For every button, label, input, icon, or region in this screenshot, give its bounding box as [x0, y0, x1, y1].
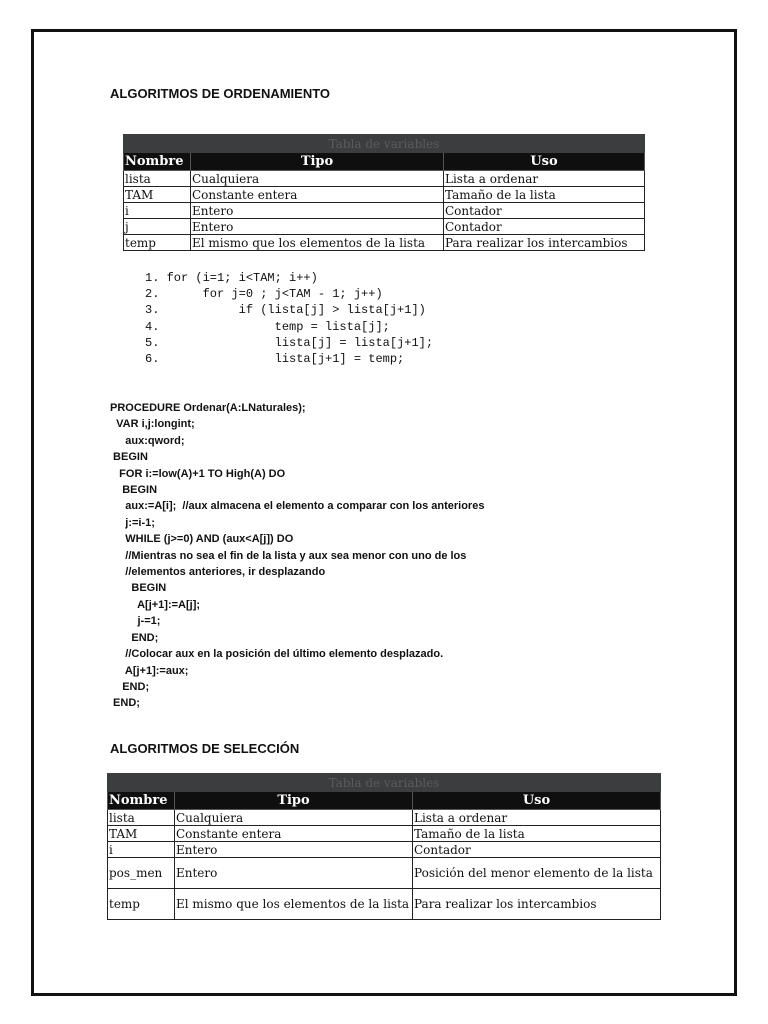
table-row [108, 858, 661, 889]
cell-nombre: pos_men [108, 858, 175, 889]
table-caption-row [124, 135, 645, 153]
header-tipo: Tipo [175, 792, 413, 810]
pascal-line: WHILE (j>=0) AND (aux<A[j]) DO [110, 533, 294, 546]
cell-tipo: Entero [191, 219, 444, 235]
pascal-code-block [110, 400, 484, 712]
cell-nombre: i [124, 203, 191, 219]
pascal-line: END; [110, 631, 159, 644]
code-line: 4. temp = lista[j]; [145, 319, 390, 334]
header-tipo: Tipo [191, 153, 444, 171]
table-header-row [124, 153, 645, 171]
cell-nombre: temp [108, 889, 175, 920]
cell-tipo: Entero [175, 842, 413, 858]
table-row [124, 187, 645, 203]
header-uso: Uso [413, 792, 661, 810]
code-block [145, 270, 433, 367]
pascal-line: aux:qword; [110, 434, 185, 447]
code-line: 2. for j=0 ; j<TAM - 1; j++) [145, 287, 383, 302]
cell-nombre: j [124, 219, 191, 235]
pascal-line: VAR i,j:longint; [110, 418, 195, 431]
cell-uso: Contador [413, 842, 661, 858]
cell-tipo: Entero [175, 858, 413, 889]
ordenamiento-title: ALGORITMOS DE ORDENAMIENTO [110, 86, 331, 101]
code-line: 6. lista[j+1] = temp; [145, 352, 405, 367]
pascal-line: PROCEDURE Ordenar(A:LNaturales); [110, 402, 306, 414]
pascal-line: j:=i-1; [110, 516, 155, 529]
ordenamiento-variables-table [123, 134, 645, 251]
pascal-line: BEGIN [110, 451, 148, 464]
table-caption-row [108, 774, 661, 792]
table-caption: Tabla de variables [108, 774, 661, 792]
table-row [124, 203, 645, 219]
code-line: 5. lista[j] = lista[j+1]; [145, 335, 434, 350]
header-uso: Uso [444, 153, 645, 171]
cell-nombre: i [108, 842, 175, 858]
pascal-line: BEGIN [110, 484, 158, 497]
cell-uso: Contador [444, 203, 645, 219]
cell-uso: Tamaño de la lista [413, 826, 661, 842]
table-header-row [108, 792, 661, 810]
cell-nombre: temp [124, 235, 191, 251]
pascal-line: //Colocar aux en la posición del último elemento desplazado. [110, 648, 444, 661]
cell-uso: Para realizar los intercambios [413, 889, 661, 920]
cell-uso: Contador [444, 219, 645, 235]
cell-uso: Tamaño de la lista [444, 187, 645, 203]
pascal-line: BEGIN [110, 582, 167, 595]
table-row [124, 171, 645, 187]
pascal-line: A[j+1]:=A[j]; [110, 598, 201, 611]
cell-tipo: El mismo que los elementos de la lista [175, 889, 413, 920]
header-nombre: Nombre [108, 792, 175, 810]
cell-uso: Lista a ordenar [413, 810, 661, 826]
cell-nombre: TAM [108, 826, 175, 842]
pascal-line: j-=1; [110, 615, 161, 628]
pascal-line: END; [110, 697, 140, 710]
pascal-line: //Mientras no sea el fin de la lista y aux sea menor con uno de los [110, 549, 467, 562]
cell-uso: Para realizar los intercambios [444, 235, 645, 251]
pascal-line: //elementos anteriores, ir desplazando [110, 566, 326, 579]
table-row [108, 826, 661, 842]
table-row [124, 235, 645, 251]
pascal-line: FOR i:=low(A)+1 TO High(A) DO [110, 467, 286, 480]
cell-tipo: Cualquiera [191, 171, 444, 187]
header-nombre: Nombre [124, 153, 191, 171]
cell-tipo: Constante entera [191, 187, 444, 203]
table-row [124, 219, 645, 235]
cell-nombre: lista [108, 810, 175, 826]
cell-tipo: Constante entera [175, 826, 413, 842]
seleccion-title: ALGORITMOS DE SELECCIÓN [110, 741, 300, 756]
cell-uso: Posición del menor elemento de la lista [413, 858, 661, 889]
cell-tipo: Entero [191, 203, 444, 219]
cell-nombre: TAM [124, 187, 191, 203]
cell-tipo: El mismo que los elementos de la lista [191, 235, 444, 251]
seleccion-variables-table [107, 773, 661, 920]
pascal-line: A[j+1]:=aux; [110, 664, 189, 677]
code-line: 3. if (lista[j] > lista[j+1]) [145, 303, 426, 318]
cell-nombre: lista [124, 171, 191, 187]
cell-uso: Lista a ordenar [444, 171, 645, 187]
table-row [108, 810, 661, 826]
cell-tipo: Cualquiera [175, 810, 413, 826]
pascal-line: aux:=A[i]; //aux almacena el elemento a comparar con los anteriores [110, 500, 485, 513]
code-line: 1. for (i=1; i<TAM; i++) [145, 271, 318, 285]
pascal-line: END; [110, 680, 150, 693]
table-row [108, 889, 661, 920]
table-row [108, 842, 661, 858]
table-caption: Tabla de variables [124, 135, 645, 153]
